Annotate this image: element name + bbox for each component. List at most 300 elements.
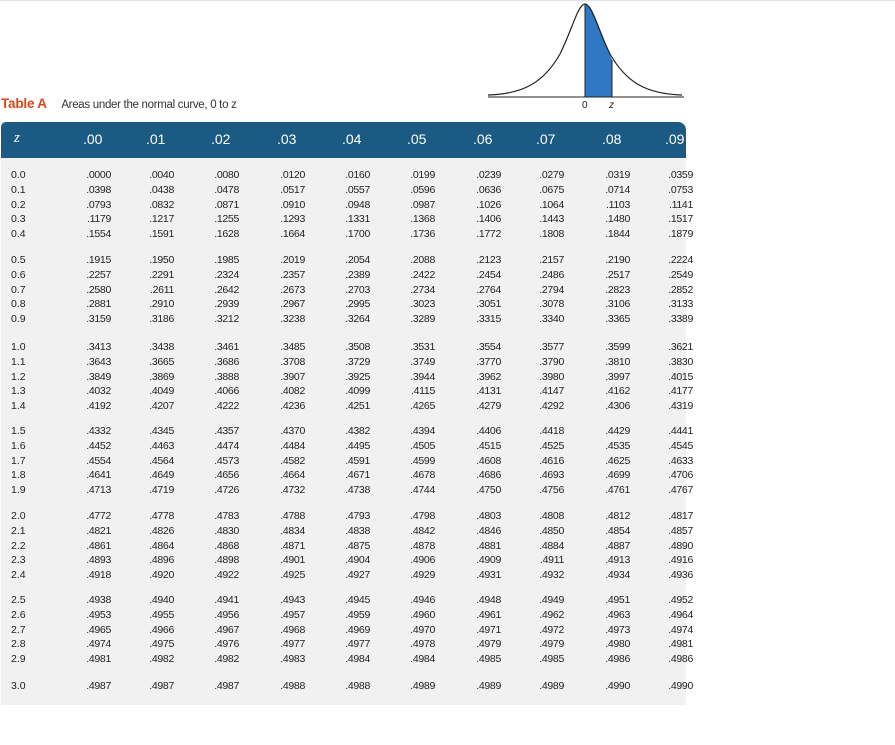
table-cell: .4131 [476,385,501,398]
table-cell: .1141 [669,198,693,211]
table-cell: .4901 [280,554,305,567]
table-cell: .3888 [214,370,239,383]
table-cell: .2190 [605,254,630,266]
table-cell: .4938 [86,594,111,606]
table-cell: .4949 [539,594,564,606]
table-cell: .4812 [605,510,630,522]
table-cell: .4956 [214,608,239,621]
table-cell: .2324 [214,268,239,281]
table-cell: .4966 [149,623,174,636]
table-cell: .4838 [345,524,370,537]
table-cell: .0000 [86,169,111,181]
z-value: 0.0 [11,169,26,181]
table-cell: .3365 [605,313,630,326]
table-cell: .4934 [605,569,630,582]
table-cell: .3531 [410,341,435,353]
table-cell: .2224 [668,254,693,266]
table-cell: .2088 [410,254,435,266]
table-cell: .4850 [539,524,564,537]
table-cell: .0675 [539,183,564,196]
table-cell: .4713 [86,484,111,497]
table-cell: .1736 [410,228,435,241]
table-cell: .2123 [476,254,501,266]
table-cell: .4962 [539,608,564,621]
table-cell: .4972 [539,623,564,636]
table-cell: .4906 [410,554,435,567]
table-cell: .2703 [345,283,370,296]
table-cell: .4893 [86,554,111,567]
table-cell: .4842 [410,524,435,537]
table-cell: .0910 [280,198,305,211]
table-cell: .4946 [410,594,435,606]
z-value: 1.6 [11,439,26,452]
table-cell: .4788 [280,510,305,522]
table-cell: .1554 [86,228,111,241]
table-cell: .3790 [539,355,564,368]
table-cell: .4515 [476,439,501,452]
table-cell: .4988 [345,680,370,692]
table-cell: .4808 [539,510,564,522]
table-cell: .3643 [86,355,111,368]
table-cell: .4989 [410,680,435,692]
table-cell: .4082 [280,385,305,398]
table-cell: .0438 [149,183,174,196]
table-cell: .2852 [668,283,693,296]
table-cell: .4960 [410,608,435,621]
table-cell: .4989 [476,680,501,692]
z-value: 2.1 [11,524,26,537]
table-cell: .0398 [86,183,111,196]
table-cell: .4984 [410,653,435,666]
table-cell: .4306 [605,400,630,413]
table-cell: .3133 [668,298,693,311]
table-cell: .4535 [605,439,630,452]
table-cell: .0279 [539,169,564,181]
table-cell: .4793 [345,510,370,522]
table-cell: .4980 [605,638,630,651]
table-cell: .4987 [86,680,111,692]
table-cell: .4976 [214,638,239,651]
table-cell: .4977 [345,638,370,651]
table-cell: .1808 [539,228,564,241]
z-value: 1.9 [11,484,26,497]
table-cell: .1217 [149,213,174,226]
table-cell: .3907 [280,370,305,383]
table-cell: .3554 [476,341,501,353]
table-cell: .4864 [149,539,174,552]
table-caption [1,95,237,113]
table-cell: .3810 [605,355,630,368]
table-cell: .0359 [668,169,693,181]
table-cell: .4959 [345,608,370,621]
table-cell: .4798 [410,510,435,522]
table-cell: .2794 [539,283,564,296]
table-cell: .4981 [86,653,111,666]
table-cell: .2881 [86,298,111,311]
table-cell: .2939 [214,298,239,311]
z-value: 2.4 [11,569,26,582]
table-cell: .4922 [214,569,239,582]
table-cell: .4032 [86,385,111,398]
table-cell: .4582 [280,454,305,467]
table-cell: .4049 [149,385,174,398]
table-cell: .4920 [149,569,174,582]
table-cell: .0636 [476,183,501,196]
table-cell: .4207 [149,400,174,413]
table-cell: .4890 [668,539,693,552]
table-cell: .4015 [668,370,693,383]
table-cell: .1064 [539,198,564,211]
table-cell: .2995 [345,298,370,311]
table-cell: .4963 [605,608,630,621]
table-cell: .4887 [605,539,630,552]
z-value: 2.9 [11,653,26,666]
table-cell: .4115 [411,385,435,398]
table-cell: .1103 [606,198,630,211]
table-cell: .1879 [668,228,693,241]
table-cell: .2157 [539,254,564,266]
table-cell: .4983 [280,653,305,666]
table-cell: .0948 [345,198,370,211]
z-value: 2.3 [11,554,26,567]
column-header: .02 [211,131,231,147]
table-cell: .0517 [280,183,305,196]
z-value: 1.1 [11,355,26,368]
table-cell: .2291 [149,268,174,281]
table-cell: .4830 [214,524,239,537]
table-cell: .4854 [605,524,630,537]
column-header: .04 [342,131,362,147]
z-value: 1.4 [11,400,26,413]
table-cell: .3925 [345,370,370,383]
table-cell: .4767 [668,484,693,497]
column-header: .00 [83,131,103,147]
table-cell: .4292 [539,400,564,413]
table-cell: .4279 [476,400,501,413]
table-cell: .4961 [476,608,501,621]
table-cell: .4987 [214,680,239,692]
table-cell: .4826 [149,524,174,537]
table-cell: .4931 [476,569,501,582]
z-value: 0.3 [11,213,26,226]
table-cell: .4505 [410,439,435,452]
table-cell: .3023 [410,298,435,311]
normal-table [1,122,693,705]
z-value: 0.1 [11,183,26,196]
table-cell: .4982 [214,653,239,666]
table-cell: .2486 [539,268,564,281]
z-value: 0.4 [11,228,26,241]
table-cell: .4981 [668,638,693,651]
table-cell: .0160 [345,169,370,181]
z-value: 2.0 [11,510,26,522]
table-header [1,122,686,158]
table-cell: .2734 [410,283,435,296]
table-cell: .4929 [410,569,435,582]
table-cell: .4977 [280,638,305,651]
table-cell: .2422 [410,268,435,281]
table-cell: .1026 [476,198,501,211]
z-column-header: z [14,130,20,146]
table-cell: .3051 [476,298,501,311]
table-cell: .4974 [86,638,111,651]
table-cell: .4967 [214,623,239,636]
table-cell: .4484 [280,439,305,452]
table-cell: .4971 [476,623,501,636]
table-cell: .3238 [280,313,305,326]
table-cell: .4251 [345,400,370,413]
table-cell: .4974 [668,623,693,636]
z-value: 1.5 [11,425,26,437]
z-value: 1.2 [11,370,26,383]
table-cell: .4332 [86,425,111,437]
table-cell: .4554 [86,454,111,467]
z-value: 1.3 [11,385,26,398]
table-cell: .3413 [86,341,111,353]
table-cell: .0319 [605,169,630,181]
table-cell: .2257 [86,268,111,281]
table-cell: .4222 [214,400,239,413]
table-cell: .2454 [476,268,501,281]
table-cell: .4719 [149,484,174,497]
table-cell: .4452 [86,439,111,452]
table-cell: .4783 [214,510,239,522]
table-cell: .4649 [149,469,174,482]
table-cell: .4162 [605,385,630,398]
table-cell: .4990 [668,680,693,692]
z-value: 0.5 [11,254,26,266]
zero-label: 0 [582,100,588,111]
z-value: 0.7 [11,283,26,296]
table-cell: .4904 [345,554,370,567]
table-cell: .4909 [476,554,501,567]
table-cell: .4965 [86,623,111,636]
table-cell: .4927 [345,569,370,582]
table-cell: .4573 [214,454,239,467]
table-cell: .2389 [345,268,370,281]
table-label: Table A [1,96,47,111]
table-cell: .4953 [86,608,111,621]
table-cell: .4671 [345,469,370,482]
table-cell: .4357 [214,425,239,437]
table-cell: .4834 [280,524,305,537]
table-cell: .1179 [87,213,111,226]
table-cell: .4986 [668,653,693,666]
table-cell: .4633 [668,454,693,467]
table-cell: .4978 [410,638,435,651]
top-divider [0,0,895,1]
z-value: 3.0 [11,680,26,692]
table-cell: .4968 [280,623,305,636]
table-cell: .0714 [605,183,630,196]
table-cell: .3665 [149,355,174,368]
table-cell: .1406 [476,213,501,226]
table-cell: .4913 [605,554,630,567]
table-cell: .4641 [86,469,111,482]
table-cell: .3577 [539,341,564,353]
table-cell: .4925 [280,569,305,582]
table-cell: .4936 [668,569,693,582]
table-cell: .4989 [539,680,564,692]
table-cell: .4750 [476,484,501,497]
table-cell: .1772 [476,228,501,241]
table-cell: .3212 [214,313,239,326]
table-cell: .4599 [410,454,435,467]
table-cell: .1915 [86,254,111,266]
table-cell: .4941 [214,594,239,606]
table-cell: .3106 [605,298,630,311]
table-cell: .4952 [668,594,693,606]
table-cell: .2054 [345,254,370,266]
table-cell: .4236 [280,400,305,413]
table-cell: .4686 [476,469,501,482]
column-header: .03 [277,131,297,147]
table-cell: .4370 [280,425,305,437]
table-cell: .2580 [86,283,111,296]
table-cell: .4943 [280,594,305,606]
table-cell: .4875 [345,539,370,552]
table-cell: .0239 [476,169,501,181]
table-cell: .4732 [280,484,305,497]
table-cell: .4474 [214,439,239,452]
table-cell: .4656 [214,469,239,482]
table-cell: .4955 [149,608,174,621]
table-cell: .1985 [214,254,239,266]
table-cell: .0120 [280,169,305,181]
table-cell: .4756 [539,484,564,497]
table-cell: .4345 [149,425,174,437]
table-cell: .1443 [539,213,564,226]
table-cell: .3438 [149,341,174,353]
table-cell: .2517 [605,268,630,281]
table-cell: .2642 [214,283,239,296]
table-cell: .2673 [280,283,305,296]
table-cell: .4726 [214,484,239,497]
table-cell: .4545 [668,439,693,452]
normal-curve-figure [484,2,686,112]
table-cell: .3770 [476,355,501,368]
table-cell: .4625 [605,454,630,467]
z-value: 2.6 [11,608,26,621]
table-cell: .4975 [149,638,174,651]
table-cell: .3508 [345,341,370,353]
table-cell: .4932 [539,569,564,582]
table-description: Areas under the normal curve, 0 to z [61,99,237,111]
table-cell: .4394 [410,425,435,437]
table-cell: .4988 [280,680,305,692]
table-cell: .4884 [539,539,564,552]
table-cell: .3599 [605,341,630,353]
column-header: .01 [146,131,166,147]
z-value: 1.0 [11,341,26,353]
table-cell: .4147 [539,385,564,398]
table-cell: .3621 [668,341,693,353]
table-cell: .3869 [149,370,174,383]
table-cell: .4979 [476,638,501,651]
table-cell: .4525 [539,439,564,452]
table-cell: .3686 [214,355,239,368]
table-cell: .4871 [280,539,305,552]
table-cell: .1255 [214,213,239,226]
table-cell: .4911 [540,554,564,567]
table-cell: .3708 [280,355,305,368]
z-value: 1.7 [11,454,26,467]
table-cell: .0871 [214,198,239,211]
table-cell: .4616 [539,454,564,467]
table-cell: .4878 [410,539,435,552]
table-cell: .3749 [410,355,435,368]
table-cell: .4803 [476,510,501,522]
table-cell: .4429 [605,425,630,437]
table-cell: .4821 [86,524,111,537]
table-cell: .4418 [539,425,564,437]
table-cell: .3980 [539,370,564,383]
table-cell: .4969 [345,623,370,636]
table-cell: .4979 [539,638,564,651]
z-value: 2.7 [11,623,26,636]
z-value: 0.9 [11,313,26,326]
table-cell: .3186 [149,313,174,326]
table-cell: .4916 [668,554,693,567]
table-cell: .4987 [149,680,174,692]
table-cell: .1480 [605,213,630,226]
table-cell: .4985 [476,653,501,666]
table-cell: .4817 [668,510,693,522]
table-cell: .4382 [345,425,370,437]
table-cell: .4265 [410,400,435,413]
table-cell: .3997 [605,370,630,383]
table-cell: .4898 [214,554,239,567]
table-cell: .4693 [539,469,564,482]
table-cell: .1664 [280,228,305,241]
table-cell: .4678 [410,469,435,482]
table-cell: .4986 [605,653,630,666]
table-cell: .4608 [476,454,501,467]
table-cell: .0596 [410,183,435,196]
table-cell: .4706 [668,469,693,482]
table-cell: .0040 [149,169,174,181]
table-cell: .1591 [149,228,174,241]
z-value: 0.2 [11,198,26,211]
table-cell: .3849 [86,370,111,383]
table-cell: .4441 [668,425,693,437]
table-cell: .1517 [668,213,693,226]
table-cell: .3389 [668,313,693,326]
table-cell: .2764 [476,283,501,296]
table-cell: .2823 [605,283,630,296]
table-cell: .2019 [280,254,305,266]
table-cell: .4744 [410,484,435,497]
table-cell: .4192 [86,400,111,413]
column-header: .08 [602,131,622,147]
table-cell: .4778 [149,510,174,522]
table-cell: .4699 [605,469,630,482]
table-cell: .3830 [668,355,693,368]
table-cell: .0557 [345,183,370,196]
table-cell: .4982 [149,653,174,666]
table-cell: .4951 [605,594,630,606]
table-cell: .4738 [345,484,370,497]
table-cell: .4896 [149,554,174,567]
table-cell: .0753 [668,183,693,196]
z-value: 0.8 [11,298,26,311]
table-cell: .3944 [410,370,435,383]
table-cell: .3962 [476,370,501,383]
table-cell: .4761 [605,484,630,497]
table-cell: .1368 [410,213,435,226]
table-cell: .0199 [410,169,435,181]
table-cell: .4495 [345,439,370,452]
